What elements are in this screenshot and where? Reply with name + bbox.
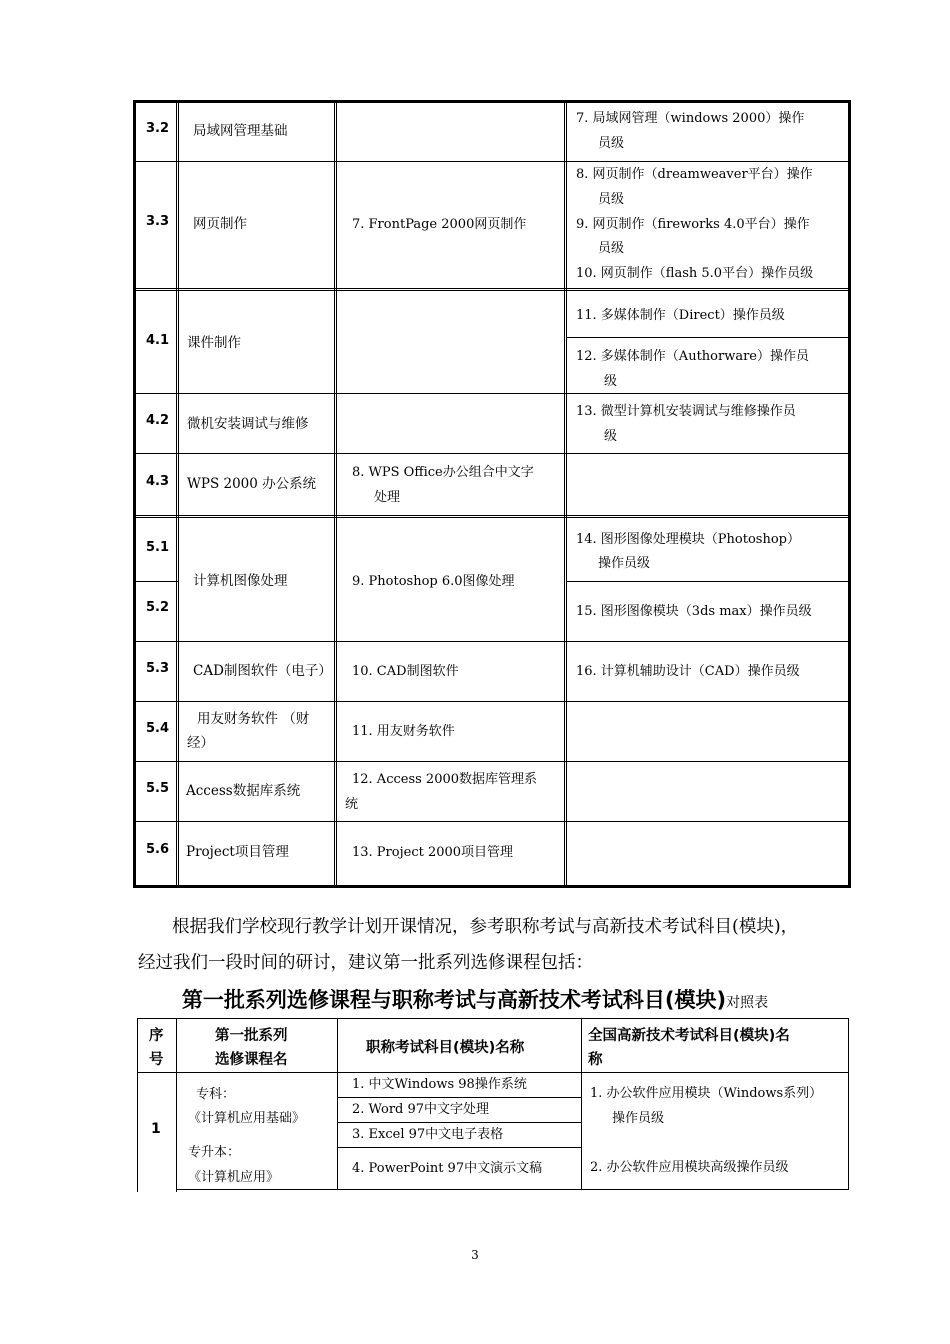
header-hitech: 称 (588, 1052, 603, 1068)
hitech-item: 操作员级 (612, 1111, 665, 1126)
course-name: 微机安装调试与维修 (187, 416, 309, 432)
row-border (137, 1072, 138, 1192)
hitech-item: 2. 办公软件应用模块高级操作员级 (590, 1160, 789, 1175)
row-divider (136, 641, 848, 642)
hitech-item: 16. 计算机辅助设计（CAD）操作员级 (576, 664, 800, 679)
row-divider (136, 581, 178, 582)
row-number: 5.3 (146, 661, 170, 676)
course-name: 经） (187, 735, 214, 751)
row-border (337, 1072, 338, 1190)
page-number: 3 (471, 1248, 479, 1262)
row-number: 5.4 (146, 721, 170, 736)
hitech-item: 操作员级 (598, 556, 651, 571)
row-number: 5.6 (146, 842, 170, 857)
exam-subject: 13. Project 2000项目管理 (352, 845, 514, 860)
row-border (848, 1072, 849, 1190)
row-number: 4.3 (146, 474, 170, 489)
hitech-item: 12. 多媒体制作（Authorware）操作员 (576, 349, 809, 364)
hitech-item: 9. 网页制作（fireworks 4.0平台）操作 (576, 217, 810, 232)
col-divider-3 (564, 100, 567, 888)
hitech-item: 15. 图形图像模块（3ds max）操作员级 (576, 604, 812, 619)
course-line: 专升本： (188, 1145, 241, 1160)
exam-subject: 10. CAD制图软件 (352, 664, 459, 679)
hitech-item: 员级 (598, 192, 625, 207)
hitech-item: 11. 多媒体制作（Direct）操作员级 (576, 308, 785, 323)
row-divider (136, 701, 848, 702)
body-paragraph-line: 经过我们一段时间的研讨，建议第一批系列选修课程包括： (138, 953, 593, 973)
col-divider-2 (334, 100, 337, 888)
header-hitech: 全国高新技术考试科目(模块)名 (588, 1028, 790, 1044)
course-name: 计算机图像处理 (193, 573, 288, 589)
exam-subject: 4. PowerPoint 97中文演示文稿 (352, 1161, 543, 1176)
row-number: 5.2 (146, 600, 170, 615)
row-number: 3.3 (146, 214, 170, 229)
hitech-item: 8. 网页制作（dreamweaver平台）操作 (576, 167, 813, 182)
course-name: 网页制作 (193, 216, 247, 232)
header-course: 第一批系列 (215, 1028, 288, 1044)
row-number: 4.1 (146, 333, 170, 348)
exam-subject: 3. Excel 97中文电子表格 (352, 1127, 504, 1142)
exam-subject: 11. 用友财务软件 (352, 724, 455, 739)
row-divider (567, 581, 848, 582)
course-line: 《计算机应用》 (188, 1170, 280, 1185)
row-divider (136, 393, 848, 394)
col-divider-1 (176, 100, 179, 888)
section-divider (136, 288, 848, 291)
header-no: 序 (149, 1028, 164, 1044)
row-border (581, 1072, 582, 1190)
hitech-item: 10. 网页制作（flash 5.0平台）操作员级 (576, 266, 814, 281)
hitech-item: 级 (604, 429, 618, 444)
course-line: 《计算机应用基础》 (188, 1111, 306, 1126)
header-course: 选修课程名 (215, 1052, 288, 1068)
hitech-item: 级 (604, 374, 618, 389)
body-paragraph-line: 根据我们学校现行教学计划开课情况，参考职称考试与高新技术考试科目(模块)， (172, 917, 799, 937)
row-divider (136, 453, 848, 454)
row-divider (136, 821, 848, 822)
hitech-item: 7. 局域网管理（windows 2000）操作 (576, 111, 805, 126)
exam-subject: 12. Access 2000数据库管理系 (352, 772, 538, 787)
table-title (0, 984, 950, 1014)
exam-subject: 统 (345, 797, 359, 812)
course-name: WPS 2000 办公系统 (187, 476, 317, 492)
exam-subject: 7. FrontPage 2000网页制作 (352, 217, 527, 232)
course-name: CAD制图软件（电子） (193, 663, 332, 679)
row-divider (567, 337, 848, 338)
row-number: 5.5 (146, 781, 170, 796)
course-name: Project项目管理 (186, 844, 289, 860)
row-number: 3.2 (146, 121, 170, 136)
row-number: 5.1 (146, 540, 170, 555)
exam-subject: 2. Word 97中文字处理 (352, 1102, 490, 1117)
exam-subject: 8. WPS Office办公组合中文字 (352, 465, 534, 480)
course-name: 局域网管理基础 (193, 123, 288, 139)
row-border (176, 1072, 177, 1192)
row-number: 4.2 (146, 413, 170, 428)
header-no: 号 (149, 1052, 164, 1068)
course-name: 课件制作 (187, 335, 241, 351)
section-divider (136, 515, 848, 518)
hitech-item: 14. 图形图像处理模块（Photoshop） (576, 532, 800, 547)
course-name: 用友财务软件 （财 (197, 711, 310, 727)
exam-divider (337, 1147, 582, 1148)
table-title-suffix: 对照表 (726, 995, 769, 1011)
header-exam: 职称考试科目(模块)名称 (366, 1040, 525, 1056)
hitech-item: 员级 (598, 136, 625, 151)
table-title-main: 第一批系列选修课程与职称考试与高新技术考试科目(模块) (181, 988, 727, 1012)
row-number: 1 (151, 1121, 161, 1137)
course-line: 专科： (196, 1087, 236, 1102)
hitech-item: 13. 微型计算机安装调试与维修操作员 (576, 404, 796, 419)
course-name: Access数据库系统 (186, 783, 301, 799)
exam-subject: 处理 (374, 490, 401, 505)
hitech-item: 员级 (598, 241, 625, 256)
hitech-item: 1. 办公软件应用模块（Windows系列） (590, 1086, 823, 1101)
exam-subject: 1. 中文Windows 98操作系统 (352, 1077, 527, 1092)
exam-subject: 9. Photoshop 6.0图像处理 (352, 574, 515, 589)
row-divider (136, 761, 848, 762)
